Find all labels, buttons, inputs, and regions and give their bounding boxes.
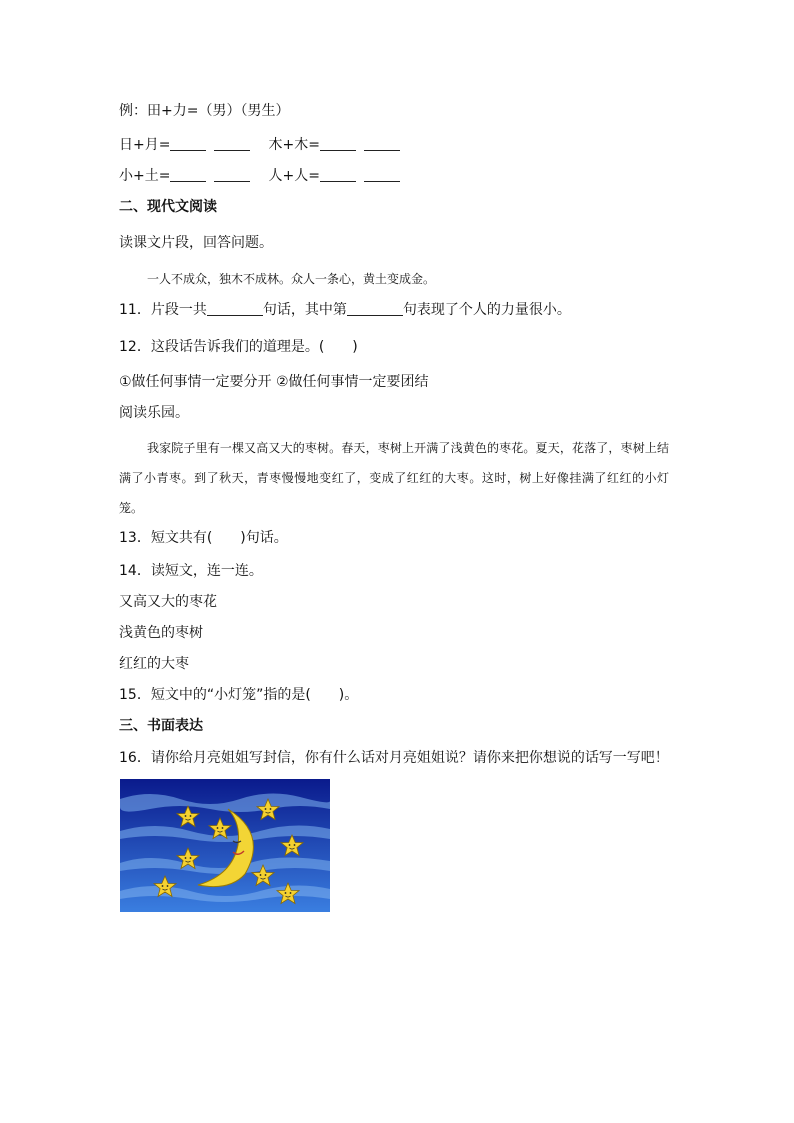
compose-row-2: [119, 166, 400, 186]
example-line: 例：田+力=（男）（男生）: [119, 103, 290, 119]
answer-blank[interactable]: [347, 301, 403, 316]
match-item-2[interactable]: 浅黄色的枣树: [119, 625, 203, 641]
compose-2a-label: 小+土=: [119, 168, 171, 184]
answer-blank[interactable]: [320, 136, 356, 151]
answer-blank[interactable]: [170, 167, 206, 182]
question-14: 14．读短文，连一连。: [119, 563, 263, 579]
answer-blank[interactable]: [214, 136, 250, 151]
answer-blank[interactable]: [320, 167, 356, 182]
q11-part-c: 句表现了个人的力量很小。: [402, 302, 571, 318]
match-item-3[interactable]: 红红的大枣: [119, 656, 189, 672]
question-11: [119, 300, 571, 320]
passage-text: 一人不成众，独木不成林。众人一条心，黄土变成金。: [147, 272, 436, 286]
reading-instruction: 读课文片段，回答问题。: [119, 235, 273, 251]
compose-1a-label: 日+月=: [119, 137, 171, 153]
question-12: 12．这段话告诉我们的道理是。( ): [119, 339, 358, 355]
q11-part-a: 11．片段一共: [119, 302, 207, 318]
moon-stars-picture: [120, 779, 330, 912]
answer-blank[interactable]: [170, 136, 206, 151]
story-paragraph: 我家院子里有一棵又高又大的枣树。春天，枣树上开满了浅黄色的枣花。夏天，花落了，枣树上结满了小青枣。到了秋天，青枣慢慢地变红了，变成了红红的大枣。这时，树上好像挂满了红红的小灯笼。: [119, 441, 669, 515]
match-item-1[interactable]: 又高又大的枣花: [119, 594, 217, 610]
compose-row-1: [119, 135, 400, 155]
q11-part-b: 句话，其中第: [262, 302, 347, 318]
question-12-options: ①做任何事情一定要分开 ②做任何事情一定要团结: [119, 374, 429, 390]
reading-garden-title: 阅读乐园。: [119, 405, 189, 421]
compose-2b-label: 人+人=: [268, 168, 320, 184]
question-15: 15．短文中的“小灯笼”指的是( )。: [119, 687, 359, 703]
section-2-heading: 二、现代文阅读: [119, 199, 217, 215]
answer-blank[interactable]: [364, 167, 400, 182]
question-13: 13．短文共有( )句话。: [119, 530, 288, 546]
compose-1b-label: 木+木=: [268, 137, 320, 153]
question-16: 16．请你给月亮姐姐写封信，你有什么话对月亮姐姐说？请你来把你想说的话写一写吧！: [119, 750, 669, 766]
section-3-heading: 三、书面表达: [119, 718, 203, 734]
answer-blank[interactable]: [214, 167, 250, 182]
answer-blank[interactable]: [207, 301, 263, 316]
answer-blank[interactable]: [364, 136, 400, 151]
